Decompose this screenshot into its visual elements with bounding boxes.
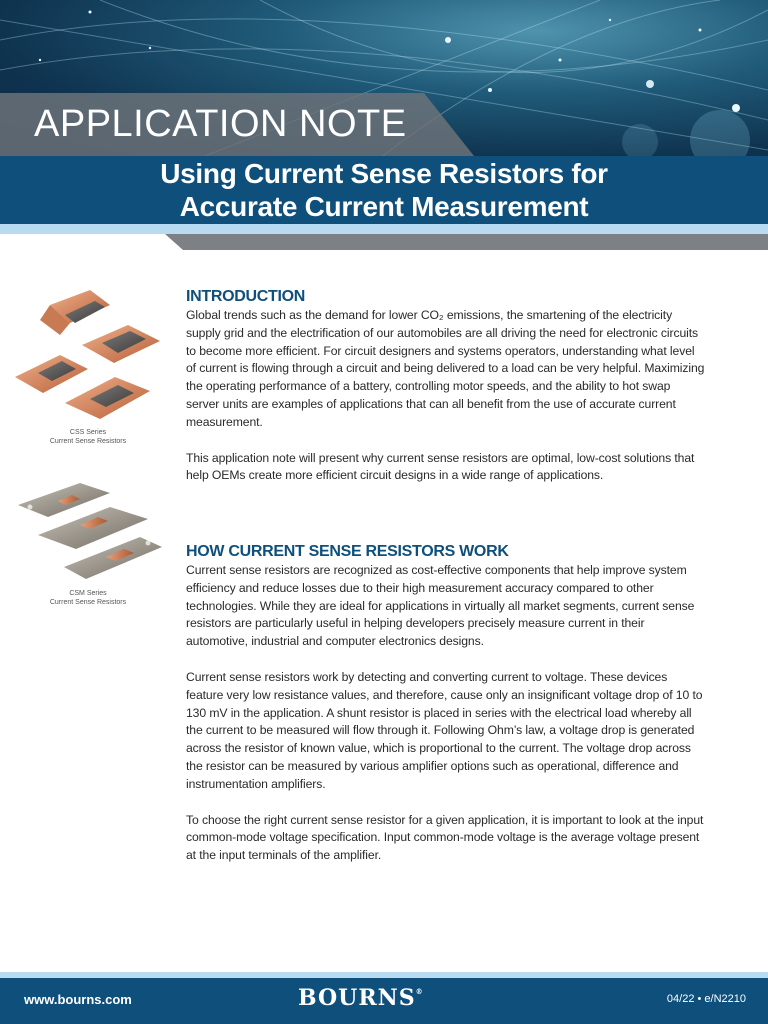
bourns-logo	[298, 985, 424, 1011]
website-link[interactable]: www.bourns.com	[24, 992, 132, 1007]
title-line-2: Accurate Current Measurement	[179, 191, 589, 222]
caption-line: Current Sense Resistors	[49, 438, 127, 445]
caption-line: CSS Series	[69, 429, 107, 436]
introduction-section	[186, 287, 706, 485]
header-gray-wedge	[165, 234, 768, 250]
how-it-works-heading: HOW CURRENT SENSE RESISTORS WORK	[186, 543, 509, 560]
csm-series-resistor-image	[10, 475, 170, 590]
caption-line: Current Sense Resistors	[49, 599, 127, 606]
title-line-1: Using Current Sense Resistors for	[160, 158, 608, 189]
introduction-heading: INTRODUCTION	[186, 288, 306, 305]
document-title	[0, 157, 768, 223]
how-it-works-paragraph: Current sense resistors are recognized as cost-effective components that help improve system efficiency and reduce losses due to their high measurement accuracy compared to other technologies. While they are ideal for applications in virtually all market segments, current sense resistors are particularly useful in helping developers precisely measure current in their automotive, industrial and computer electronics designs.	[186, 563, 695, 649]
kicker-text: APPLICATION NOTE	[34, 103, 407, 145]
how-it-works-paragraph: To choose the right current sense resistor for a given application, it is important to look at the input common-mode voltage specification. Input common-mode voltage is the average voltage present at the input terminals of the amplifier.	[186, 812, 704, 863]
registered-mark: ®	[415, 987, 424, 996]
how-it-works-paragraph: Current sense resistors work by detecting and converting current to voltage. These devices feature very low resistance values, and therefore, cause only an insignificant voltage drop of 10 to 130 mV in the application. A shunt resistor is placed in series with the electrical load whereby all the current to be measured will flow through it. Following Ohm’s law, a voltage drop is generated across the resistor of known value, which is proportional to the current. The voltage drop across the resistor can be measured by various amplifier options such as operational, difference and instrumentation amplifiers.	[186, 669, 703, 791]
caption-line: CSM Series	[69, 590, 107, 597]
css-series-resistor-image	[10, 285, 170, 425]
how-it-works-section	[186, 542, 706, 865]
csm-series-caption	[30, 589, 146, 607]
header-accent-strip	[0, 224, 768, 234]
logo-text: BOURNS	[298, 985, 416, 1011]
css-series-caption	[30, 428, 146, 446]
document-code: 04/22 • e/N2210	[666, 993, 746, 1005]
introduction-paragraph: This application note will present why current sense resistors are optimal, low-cost solutions that help OEMs create more efficient circuit designs in a wide range of applications.	[186, 450, 695, 483]
introduction-paragraph: Global trends such as the demand for lower CO₂ emissions, the smartening of the electricity supply grid and the electrification of our automobiles are all driving the need for electronic circuits to become more efficient. For circuit designers and systems operators, understanding what level of current is flowing through a circuit and being delivered to a load can be very helpful. Maximizing the operating performance of a battery, controlling motor speeds, and the ability to hot swap server units are examples of applications that can all benefit from the use of accurate current measurement.	[186, 308, 705, 429]
